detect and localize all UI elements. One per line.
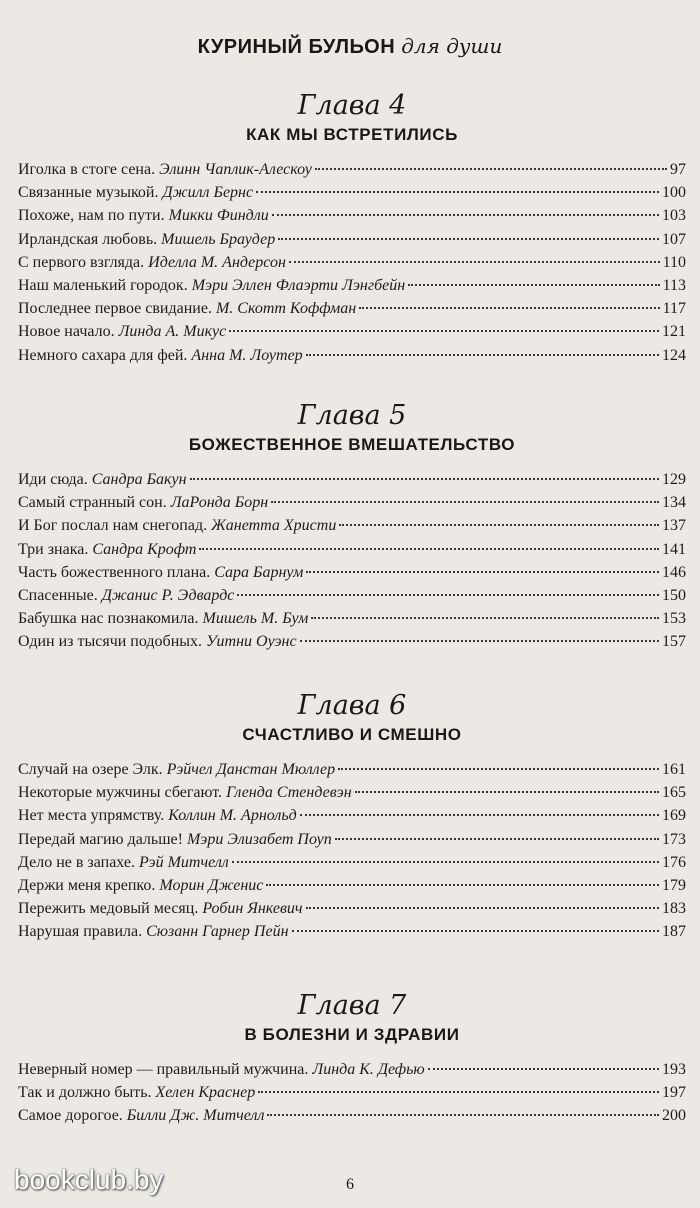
entry-title: Так и должно быть. [18, 1084, 152, 1102]
entry-title: Иди сюда. [18, 471, 88, 488]
entry-author: Мэри Эллен Флаэрти Лэнгбейн [191, 276, 406, 294]
entry-title: Последнее первое свидание. [18, 300, 212, 318]
dot-leader [190, 478, 659, 480]
entry-title: Бабушка нас познакомила. [18, 610, 199, 628]
toc-entry[interactable] [18, 831, 686, 854]
toc-entry[interactable] [18, 207, 686, 230]
chapter-section [18, 90, 686, 370]
entry-title: Один из тысячи подобных. [18, 633, 202, 651]
toc-entry[interactable] [18, 300, 686, 323]
dot-leader [266, 884, 659, 886]
chapter-number: Глава 5 [297, 400, 407, 431]
entry-page-number: 121 [662, 323, 686, 341]
entry-author: Иделла М. Андерсон [148, 253, 286, 271]
toc-entry[interactable] [18, 347, 686, 370]
entry-author: Элинн Чаплик-Алескоу [159, 161, 312, 178]
chapter-title: БОЖЕСТВЕННОЕ ВМЕШАТЕЛЬСТВО [188, 435, 516, 454]
dot-leader [300, 814, 659, 816]
dot-leader [338, 768, 659, 770]
entry-page-number: 150 [662, 586, 686, 604]
entry-author: Сандра Бакун [91, 471, 187, 488]
dot-leader [428, 1068, 659, 1070]
entry-page-number: 197 [662, 1084, 686, 1102]
toc-entry[interactable] [18, 541, 686, 564]
dot-leader [267, 1114, 659, 1116]
running-head [0, 34, 700, 59]
chapter-section [18, 690, 686, 947]
chapter-title: В БОЛЕЗНИ И ЗДРАВИИ [244, 1025, 460, 1044]
entry-author: Хелен Краснер [155, 1084, 256, 1102]
entry-title: Пережить медовый месяц. [18, 900, 199, 918]
running-head-script: для души [401, 34, 503, 58]
dot-leader [335, 838, 659, 840]
dot-leader [355, 791, 659, 793]
toc-entry[interactable] [18, 923, 686, 946]
entry-title: Держи меня крепко. [18, 876, 156, 894]
entry-page-number: 200 [662, 1107, 686, 1125]
toc-list [18, 471, 686, 657]
entry-page-number: 169 [662, 807, 686, 825]
entry-page-number: 153 [662, 610, 686, 628]
entry-page-number: 103 [662, 207, 686, 225]
entry-title: Три знака. [18, 540, 89, 558]
dot-leader [272, 214, 659, 216]
entry-page-number: 113 [662, 276, 686, 294]
entry-page-number: 187 [662, 923, 686, 941]
toc-list [18, 161, 686, 370]
entry-title: Наш маленький городок. [18, 276, 188, 294]
entry-title: Похоже, нам по пути. [18, 207, 165, 225]
chapter-section [18, 400, 686, 657]
dot-leader [315, 168, 667, 170]
entry-author: Мишель Браудер [161, 230, 276, 248]
entry-title: Самое дорогое. [18, 1107, 123, 1125]
entry-author: Джанис Р. Эдвардс [101, 586, 235, 604]
entry-author: Сара Барнум [214, 563, 304, 581]
dot-leader [229, 330, 659, 332]
toc-entry[interactable] [18, 761, 686, 784]
entry-author: Морин Дженис [159, 876, 264, 894]
dot-leader [306, 571, 659, 573]
entry-author: Робин Янкевич [202, 900, 303, 918]
toc-entry[interactable] [18, 323, 686, 346]
toc-entry[interactable] [18, 587, 686, 610]
toc-entry[interactable] [18, 494, 686, 517]
entry-page-number: 183 [662, 900, 686, 918]
entry-page-number: 137 [662, 517, 686, 535]
entry-author: Линда А. Микус [118, 323, 227, 341]
toc-entry[interactable] [18, 807, 686, 830]
entry-title: Передай магию дальше! [18, 830, 183, 848]
toc-entry[interactable] [18, 277, 686, 300]
entry-page-number: 176 [662, 853, 686, 871]
entry-author: Гленда Стендевэн [226, 784, 352, 802]
entry-title: Неверный номер — правильный мужчина. [18, 1061, 309, 1078]
toc-entry[interactable] [18, 900, 686, 923]
toc-entry[interactable] [18, 1061, 686, 1084]
entry-page-number: 141 [662, 540, 686, 558]
entry-title: Самый странный сон. [18, 494, 167, 512]
entry-page-number: 97 [670, 161, 686, 178]
dot-leader [199, 548, 659, 550]
entry-page-number: 100 [662, 184, 686, 202]
entry-page-number: 124 [662, 346, 686, 364]
entry-title: Новое начало. [18, 323, 115, 341]
dot-leader [359, 307, 659, 309]
entry-author: Рэй Митчелл [139, 853, 229, 871]
entry-title: Немного сахара для фей. [18, 346, 188, 364]
toc-entry[interactable] [18, 877, 686, 900]
entry-author: Микки Финдли [168, 207, 269, 225]
entry-title: Случай на озере Элк. [18, 761, 163, 778]
entry-title: Иголка в стоге сена. [18, 161, 156, 178]
dot-leader [311, 617, 659, 619]
entry-author: Анна М. Лоутер [191, 346, 303, 364]
entry-author: Уитни Оуэнс [206, 633, 297, 651]
dot-leader [339, 524, 659, 526]
watermark-text: bookclub.by [14, 1164, 164, 1195]
dot-leader [232, 861, 659, 863]
entry-author: Коллин М. Арнольд [168, 807, 297, 825]
toc-entry[interactable] [18, 784, 686, 807]
running-head-main: КУРИНЫЙ БУЛЬОН [197, 36, 396, 58]
entry-author: Сандра Крофт [92, 540, 197, 558]
toc-entry[interactable] [18, 471, 686, 494]
entry-title: И Бог послал нам снегопад. [18, 517, 208, 535]
entry-title: Дело не в запахе. [18, 853, 135, 871]
entry-title: Часть божественного плана. [18, 563, 211, 581]
entry-author: Мишель М. Бум [202, 610, 309, 628]
chapter-title: СЧАСТЛИВО И СМЕШНО [242, 725, 462, 744]
dot-leader [256, 191, 659, 193]
dot-leader [278, 238, 659, 240]
chapter-title: КАК МЫ ВСТРЕТИЛИСЬ [246, 125, 458, 144]
toc-entry[interactable] [18, 633, 686, 656]
dot-leader [408, 284, 659, 286]
chapter-number: Глава 7 [297, 990, 407, 1021]
toc-entry[interactable] [18, 161, 686, 184]
toc-entry[interactable] [18, 184, 686, 207]
dot-leader [300, 640, 659, 642]
page-number: 6 [346, 1176, 354, 1193]
dot-leader [237, 594, 659, 596]
entry-author: ЛаРонда Борн [170, 494, 269, 512]
entry-author: Билли Дж. Митчелл [126, 1107, 265, 1125]
toc-entry[interactable] [18, 517, 686, 540]
dot-leader [306, 354, 659, 356]
entry-author: Линда К. Дефью [312, 1061, 425, 1078]
chapter-section [18, 990, 686, 1131]
entry-title: Нарушая правила. [18, 923, 143, 941]
entry-title: Ирландская любовь. [18, 230, 158, 248]
dot-leader [289, 261, 660, 263]
toc-entry[interactable] [18, 254, 686, 277]
entry-author: Сюзанн Гарнер Пейн [146, 923, 289, 941]
entry-page-number: 193 [662, 1061, 686, 1078]
entry-author: Мэри Элизабет Поуп [186, 830, 332, 848]
entry-author: М. Скотт Коффман [215, 300, 357, 318]
entry-page-number: 157 [662, 633, 686, 651]
entry-page-number: 161 [662, 761, 686, 778]
entry-page-number: 173 [662, 830, 686, 848]
toc-entry[interactable] [18, 854, 686, 877]
toc-entry[interactable] [18, 231, 686, 254]
dot-leader [271, 501, 659, 503]
entry-page-number: 129 [662, 471, 686, 488]
dot-leader [258, 1091, 659, 1093]
entry-title: Нет места упрямству. [18, 807, 165, 825]
dot-leader [306, 907, 659, 909]
dot-leader [292, 930, 660, 932]
toc-list [18, 761, 686, 947]
toc-entry[interactable] [18, 1084, 686, 1107]
entry-page-number: 134 [662, 494, 686, 512]
entry-title: Связанные музыкой. [18, 184, 159, 202]
entry-title: Некоторые мужчины сбегают. [18, 784, 223, 802]
toc-list [18, 1061, 686, 1131]
entry-title: Спасенные. [18, 586, 98, 604]
entry-page-number: 107 [662, 230, 686, 248]
chapter-number: Глава 4 [297, 90, 407, 121]
entry-title: С первого взгляда. [18, 253, 145, 271]
entry-page-number: 165 [662, 784, 686, 802]
toc-entry[interactable] [18, 564, 686, 587]
entry-page-number: 117 [662, 300, 686, 318]
entry-page-number: 179 [662, 876, 686, 894]
entry-author: Джилл Бернс [162, 184, 254, 202]
toc-entry[interactable] [18, 610, 686, 633]
entry-page-number: 146 [662, 563, 686, 581]
entry-page-number: 110 [662, 253, 686, 271]
entry-author: Рэйчел Данстан Мюллер [166, 761, 336, 778]
chapter-number: Глава 6 [297, 690, 407, 721]
toc-entry[interactable] [18, 1107, 686, 1130]
entry-author: Жанетта Христи [211, 517, 337, 535]
